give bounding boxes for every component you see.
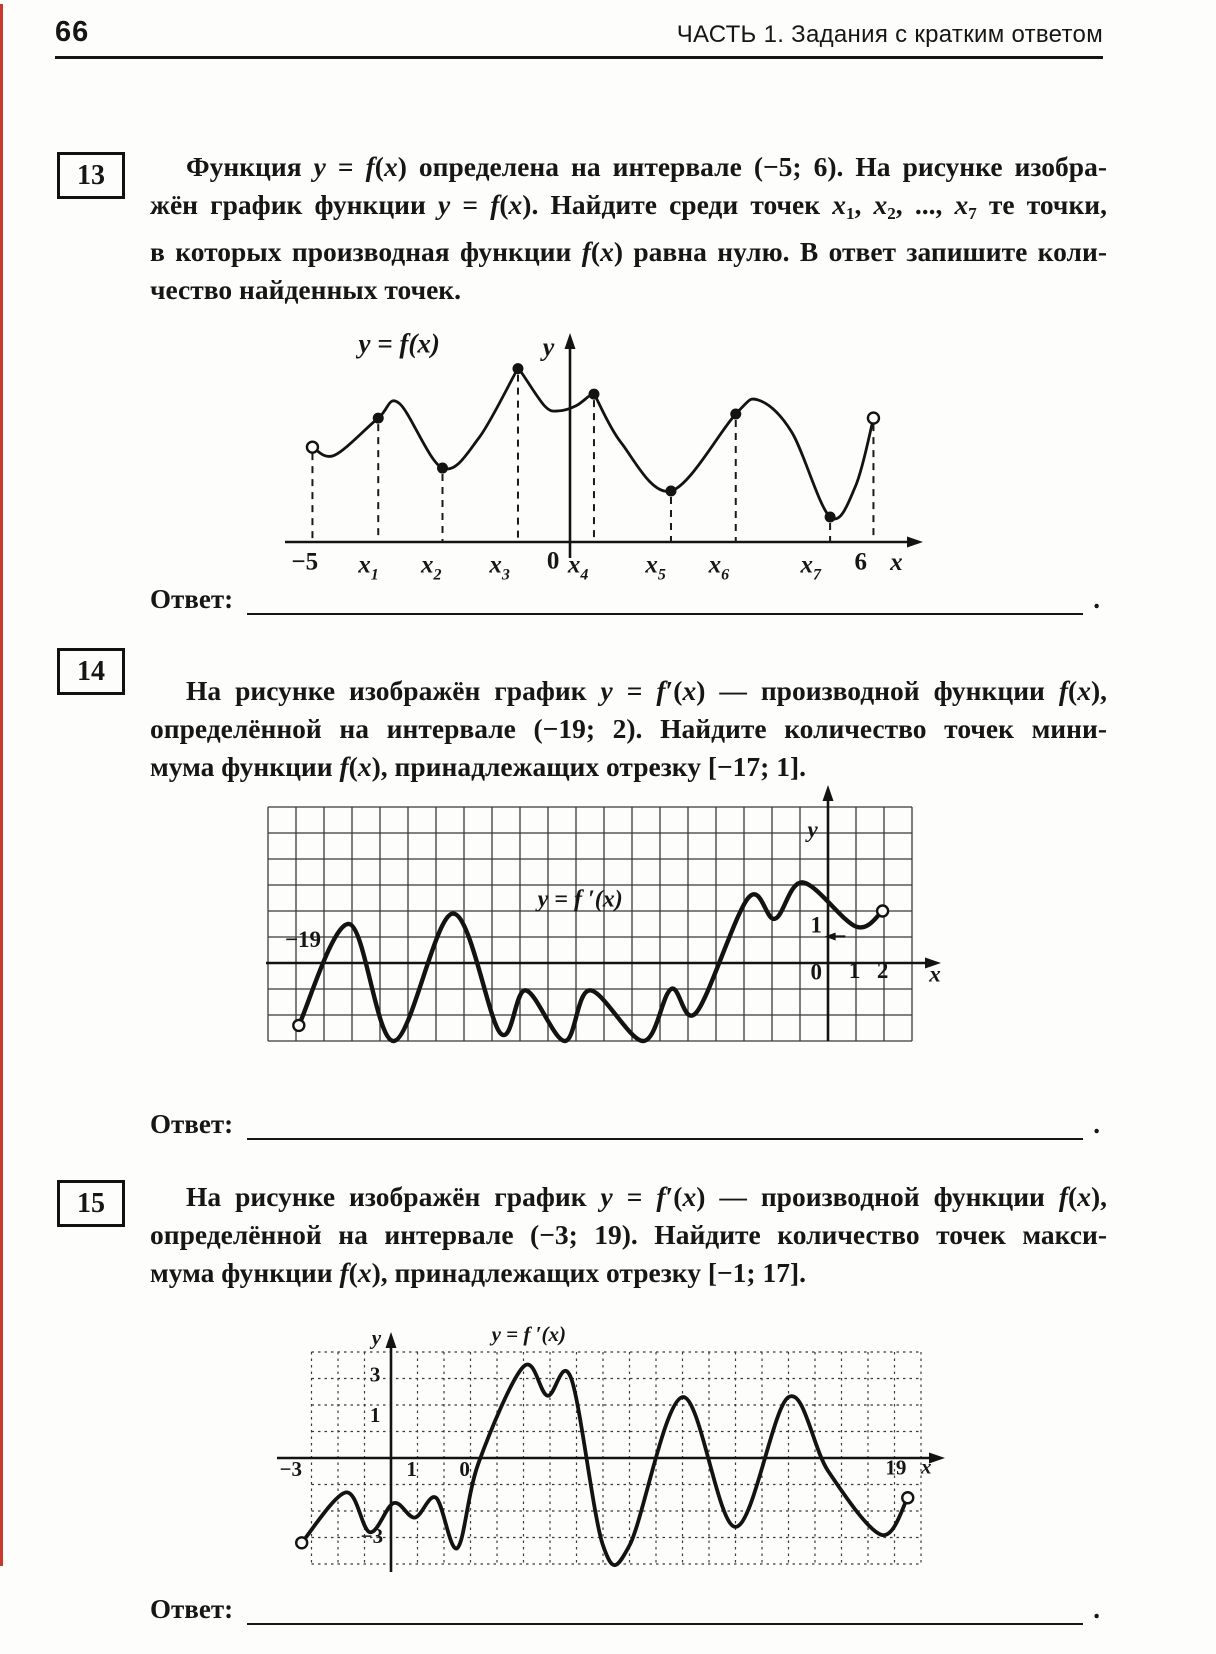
axis-label: $x_4$ [567, 551, 589, 583]
figure-g14 [253, 778, 953, 1052]
axis-label: 1 [406, 1457, 417, 1482]
problem-15-text [150, 1178, 1107, 1292]
marked-point [825, 512, 836, 523]
problem-text-line: мума функции f(x), принадлежащих отрезку [−17; 1]. [150, 751, 806, 782]
answer-label: Ответ: [150, 584, 234, 614]
problem-14-number: 14 [77, 655, 105, 687]
axis-label: −3 [279, 1457, 303, 1482]
axis-label: −19 [284, 926, 322, 952]
problem-text-line: На рисунке изображён график y = f′(x) — производной функции f(x), [186, 675, 1108, 706]
figure-g15 [263, 1318, 963, 1580]
axis-label: $x_1$ [358, 551, 379, 583]
graph-15-derivative-plot [263, 1318, 963, 1585]
axis-label: −5 [291, 548, 319, 576]
marked-point [665, 486, 676, 497]
answer-label: Ответ: [150, 1109, 234, 1139]
axis-label: x [929, 961, 941, 987]
graph-13-function-plot [255, 325, 945, 588]
answer-period: . [1093, 1109, 1100, 1139]
answer-period: . [1093, 584, 1100, 614]
curve-g15 [302, 1362, 908, 1566]
axis-label: $x_3$ [489, 551, 510, 583]
problem-14-number-box [57, 648, 125, 695]
problem-13-text [150, 148, 1107, 309]
page-number: 66 [55, 16, 90, 48]
axis-label: 1 [810, 912, 822, 938]
open-endpoint [902, 1492, 913, 1503]
problem-15-number-box [57, 1180, 125, 1227]
axis-label: x [890, 549, 903, 577]
problem-15-number: 15 [77, 1187, 105, 1219]
open-endpoint [296, 1537, 307, 1548]
problem-text-line: На рисунке изображён график y = f′(x) — производной функции f(x), [186, 1181, 1108, 1212]
graph-14-derivative-plot [253, 778, 953, 1057]
marked-point [730, 408, 741, 419]
answer-blank-line [247, 583, 1083, 615]
problem-14-text [150, 672, 1107, 786]
open-endpoint [868, 413, 879, 424]
marked-point [588, 389, 599, 400]
axis-label: 6 [854, 548, 867, 576]
open-endpoint [293, 1020, 304, 1031]
axis-label: 0 [810, 959, 822, 985]
answer-label: Ответ: [150, 1594, 234, 1624]
marked-point [373, 413, 384, 424]
axis-label: 3 [369, 1362, 381, 1387]
problem-text-line: в которых производная функции f(x) равна нулю. В ответ запишите коли- [150, 236, 1107, 268]
axis-label: y = f ′(x) [537, 886, 623, 913]
open-endpoint [307, 442, 318, 453]
axis-label: 1 [848, 958, 861, 984]
page-edge-red-line [0, 4, 3, 1566]
answer-period: . [1093, 1594, 1100, 1624]
axis-label: 2 [876, 958, 889, 984]
axis-label: y [371, 1325, 382, 1350]
marked-point [512, 363, 523, 374]
axis-label: 0 [546, 547, 560, 575]
header-rule [55, 56, 1103, 59]
axis-label: y = f ′(x) [491, 1321, 567, 1346]
axis-label: y [807, 816, 818, 842]
problem-text-line: определённой на интервале (−3; 19). Найдите количество точек макси- [150, 1219, 1107, 1250]
axis-label: −3 [360, 1523, 384, 1548]
axis-label: 0 [459, 1457, 470, 1482]
axis-label: y [542, 332, 555, 362]
problem-text-line: Функция y = f(x) определена на интервале (−5; 6). На рисунке изобра- [186, 151, 1107, 182]
axis-label: $x_2$ [421, 551, 442, 583]
running-header: ЧАСТЬ 1. Задания с кратким ответом [676, 21, 1103, 48]
axes [285, 333, 923, 558]
axis-label: 1 [369, 1403, 381, 1428]
problem-13-number-box [57, 152, 125, 199]
axis-label: x [921, 1454, 932, 1479]
problem-text-line: чество найденных точек. [150, 274, 462, 306]
open-endpoint [877, 906, 888, 917]
axis-label: $x_6$ [708, 551, 730, 583]
axis-label: 19 [885, 1455, 907, 1480]
answer-blank-line [247, 1108, 1083, 1140]
axis-label: $x_7$ [800, 551, 821, 583]
answer-row-15 [150, 1593, 1100, 1625]
axis-label: $x_5$ [645, 551, 666, 583]
problem-text-line: жён график функции y = f(x). Найдите среди точек $x_1$, $x_2$, ..., $x_7$ те точки, [150, 189, 1108, 224]
axis-label: y = f(x) [358, 328, 440, 359]
problem-text-line: определённой на интервале (−19; 2). Найдите количество точек мини- [150, 713, 1107, 744]
answer-blank-line [247, 1593, 1083, 1625]
answer-row-14 [150, 1108, 1100, 1140]
marked-point [437, 463, 448, 474]
figure-g13 [255, 325, 945, 583]
problem-13-number: 13 [77, 159, 105, 191]
problem-text-line: мума функции f(x), принадлежащих отрезку [−1; 17]. [150, 1257, 806, 1288]
answer-row-13 [150, 583, 1100, 615]
